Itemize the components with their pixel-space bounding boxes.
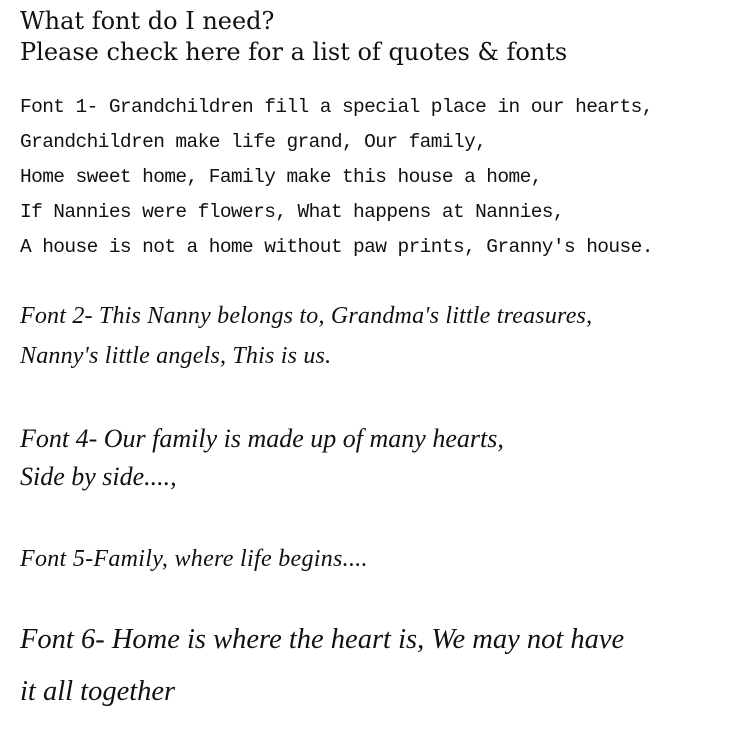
font-1-line: If Nannies were flowers, What happens at Nannies, [20,201,564,223]
font-2-line: Nanny's little angels, This is us. [20,343,332,369]
font-1-line: Home sweet home, Family make this house a home, [20,166,542,188]
font-2-sample [20,296,592,376]
font-1-line: Font 1- Grandchildren fill a special place in our hearts, [20,96,653,118]
font-6-line: it all together [20,676,176,707]
font-6-line: Font 6- Home is where the heart is, We may not have [20,624,625,655]
font-5-line: Font 5-Family, where life begins.... [20,546,368,572]
page-header [20,6,567,68]
font-1-sample [20,90,653,265]
font-6-sample [20,614,624,718]
font-5-sample [20,540,368,578]
font-2-line: Font 2- This Nanny belongs to, Grandma's little treasures, [20,303,593,329]
font-1-line: Grandchildren make life grand, Our family, [20,131,487,153]
header-title: What font do I need? [20,7,275,35]
font-4-sample [20,420,504,496]
font-4-line: Font 4- Our family is made up of many hearts, [20,424,504,453]
font-4-line: Side by side...., [20,462,177,491]
font-1-line: A house is not a home without paw prints, Granny's house. [20,236,653,258]
header-subtitle: Please check here for a list of quotes & fonts [20,38,568,66]
